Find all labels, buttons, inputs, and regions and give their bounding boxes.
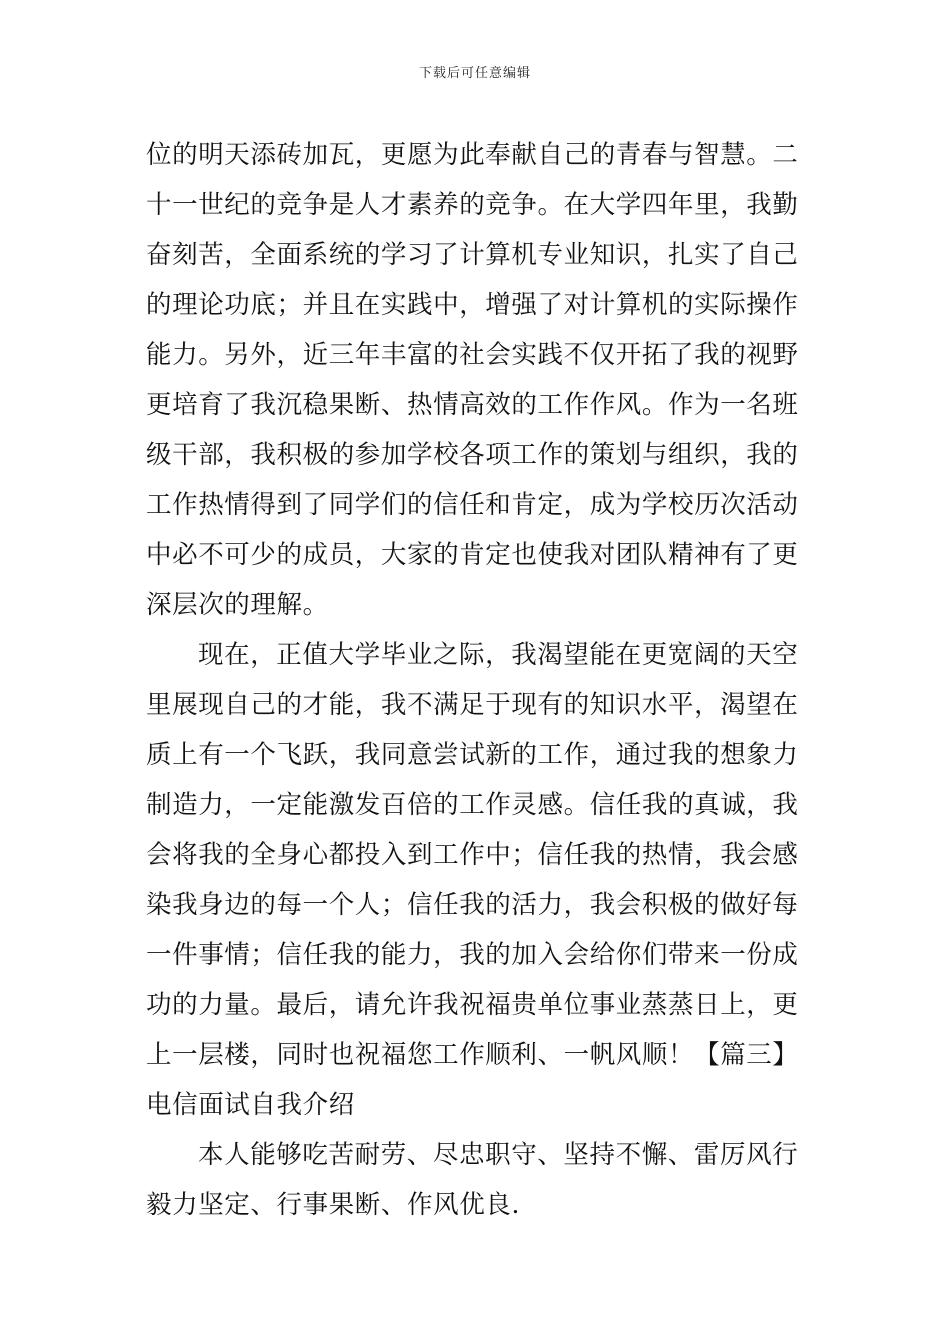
text-line: 制造力，一定能激发百倍的工作灵感。信任我的真诚，我 <box>146 790 799 820</box>
text-line: 奋刻苦，全面系统的学习了计算机专业知识，扎实了自己 <box>146 240 799 270</box>
text-line: 更培育了我沉稳果断、热情高效的工作作风。作为一名班 <box>146 390 799 420</box>
page-header: 下载后可任意编辑 <box>418 66 531 81</box>
text-line: 十一世纪的竞争是人才素养的竞争。在大学四年里，我勤 <box>146 190 799 220</box>
text-line: 功的力量。最后，请允许我祝福贵单位事业蒸蒸日上，更 <box>146 990 799 1020</box>
text-line: 会将我的全身心都投入到工作中；信任我的热情，我会感 <box>146 840 799 870</box>
text-line: 质上有一个飞跃，我同意尝试新的工作，通过我的想象力 <box>146 740 799 770</box>
text-line: 工作热情得到了同学们的信任和肯定，成为学校历次活动 <box>146 490 799 520</box>
text-line: 染我身边的每一个人；信任我的活力，我会积极的做好每 <box>146 890 799 920</box>
text-line: 能力。另外，近三年丰富的社会实践不仅开拓了我的视野 <box>146 340 799 370</box>
text-line: 的理论功底；并且在实践中，增强了对计算机的实际操作 <box>146 290 799 320</box>
text-line: 里展现自己的才能，我不满足于现有的知识水平，渴望在 <box>146 690 799 720</box>
text-line: 一件事情；信任我的能力，我的加入会给你们带来一份成 <box>146 940 799 970</box>
text-line: 级干部，我积极的参加学校各项工作的策划与组织，我的 <box>146 440 799 470</box>
text-line: 电信面试自我介绍 <box>146 1090 355 1120</box>
text-line: 现在，正值大学毕业之际，我渴望能在更宽阔的天空 <box>198 640 799 670</box>
text-line: 位的明天添砖加瓦，更愿为此奉献自己的青春与智慧。二 <box>146 140 799 170</box>
text-line: 上一层楼，同时也祝福您工作顺利、一帆风顺！【篇三】 <box>146 1040 799 1070</box>
text-line: 毅力坚定、行事果断、作风优良. <box>146 1190 521 1220</box>
text-line: 中必不可少的成员，大家的肯定也使我对团队精神有了更 <box>146 540 799 570</box>
document-body <box>146 130 808 1230</box>
text-line: 本人能够吃苦耐劳、尽忠职守、坚持不懈、雷厉风行 <box>198 1140 799 1170</box>
text-line: 深层次的理解。 <box>146 590 329 620</box>
